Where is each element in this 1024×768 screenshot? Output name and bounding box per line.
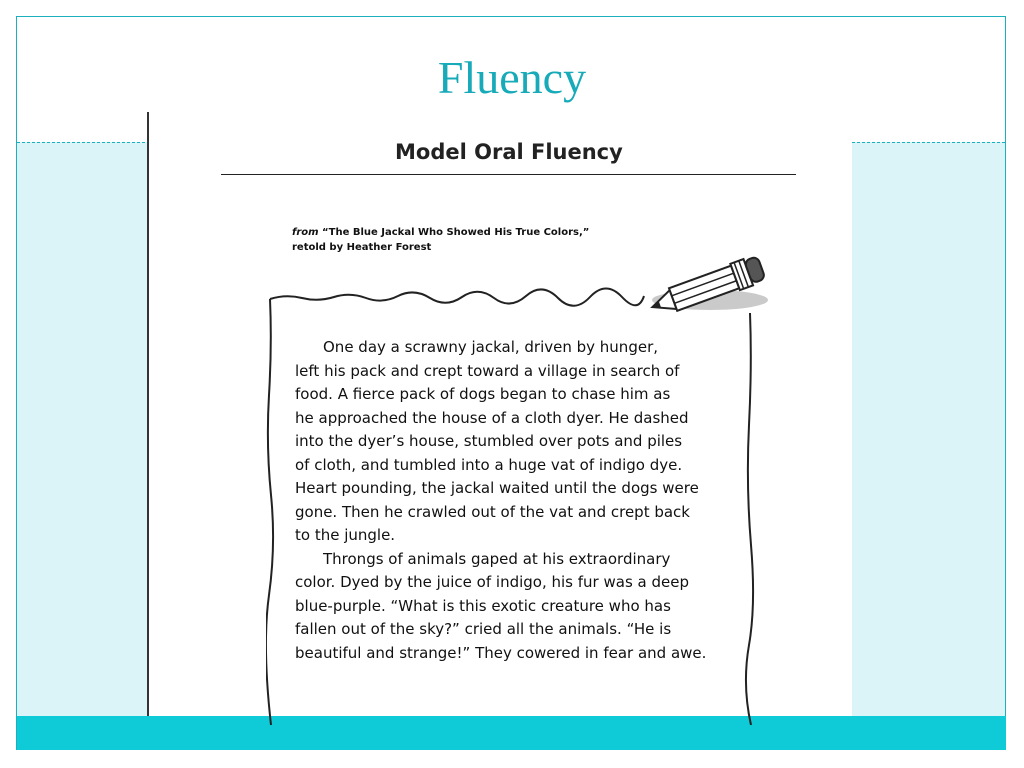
heading-rule	[221, 174, 796, 175]
text-line: color. Dyed by the juice of indigo, his fur was a deep	[295, 573, 689, 591]
paragraph-2	[295, 548, 745, 666]
pencil-icon	[640, 252, 770, 318]
text-line: food. A fierce pack of dogs began to chase him as	[295, 385, 671, 403]
text-line: left his pack and crept toward a village in search of	[295, 361, 680, 380]
slide-title: Fluency	[437, 52, 587, 103]
text-line: One day a scrawny jackal, driven by hunger,	[323, 338, 659, 356]
text-line: Throngs of animals gaped at his extraordinary	[323, 549, 671, 568]
text-line: he approached the house of a cloth dyer. He dashed	[295, 408, 689, 427]
text-line: of cloth, and tumbled into a huge vat of indigo dye.	[295, 455, 683, 474]
page-heading: Model Oral Fluency	[395, 140, 623, 164]
text-line: into the dyer’s house, stumbled over pots and piles	[295, 432, 683, 450]
source-from: from	[292, 227, 319, 238]
story-passage	[295, 336, 745, 665]
text-line: Heart pounding, the jackal waited until the dogs were	[295, 479, 699, 497]
paragraph-1	[295, 336, 745, 548]
source-line-1	[292, 225, 672, 240]
text-line: beautiful and strange!” They cowered in fear and awe.	[295, 643, 707, 662]
text-line: blue-purple. “What is this exotic creature who has	[295, 596, 671, 615]
source-reteller: retold by Heather Forest	[292, 242, 432, 253]
text-line: to the jungle.	[295, 526, 396, 544]
source-title: “The Blue Jackal Who Showed His True Colors,”	[318, 227, 590, 238]
story-source	[292, 225, 672, 255]
text-line: fallen out of the sky?” cried all the animals. “He is	[295, 620, 672, 638]
text-line: gone. Then he crawled out of the vat and crept back	[295, 502, 690, 521]
